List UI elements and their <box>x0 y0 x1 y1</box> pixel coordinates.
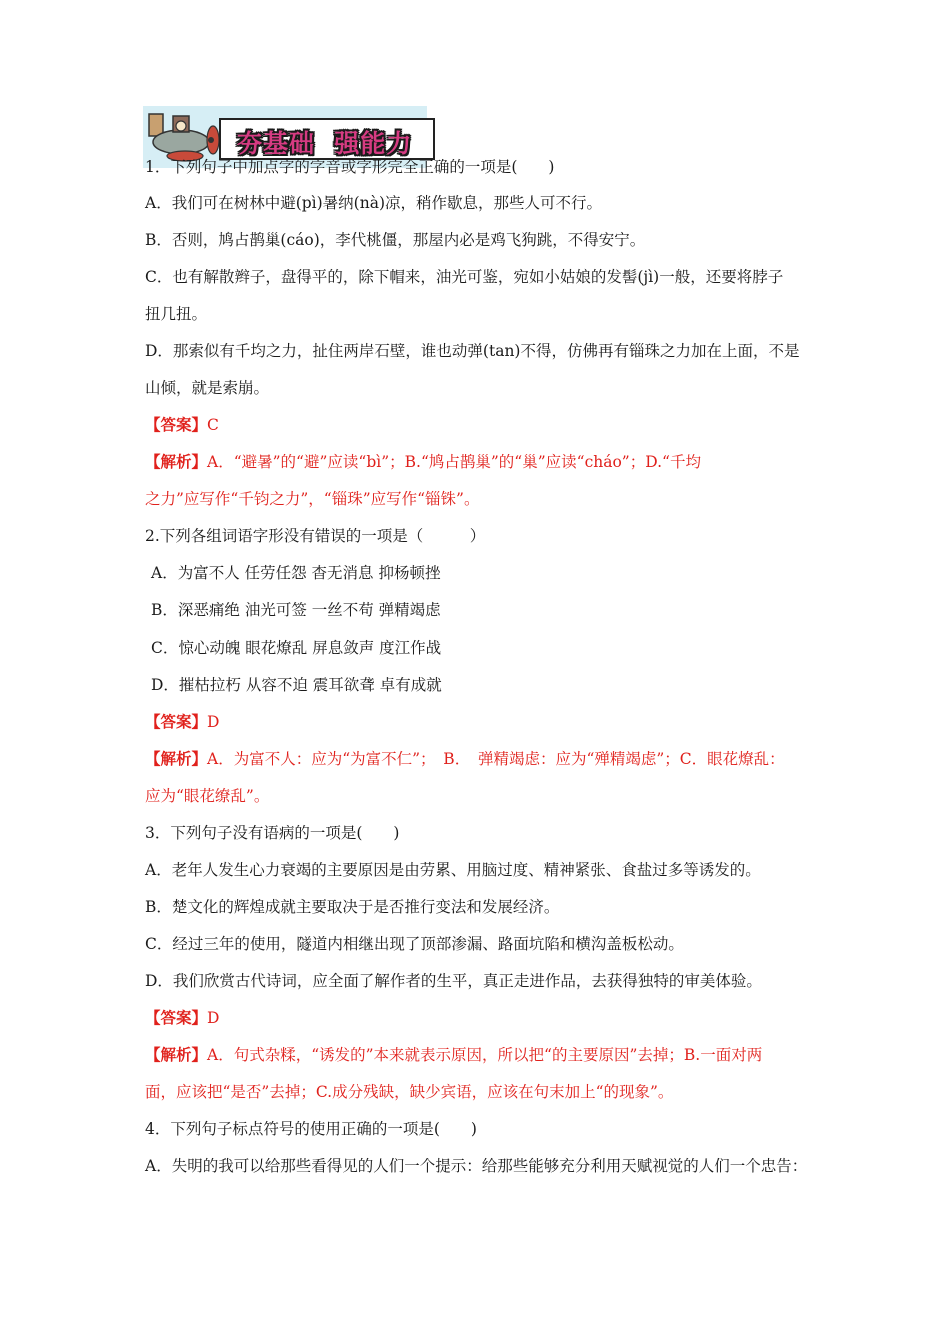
question-1-option-a: A．我们可在树林中避(pì)暑纳(nà)凉，稍作歇息，那些人可不行。 <box>145 194 602 212</box>
question-3-option-d: D．我们欣赏古代诗词，应全面了解作者的生平，真正走进作品，去获得独特的审美体验。 <box>145 972 762 990</box>
answer-tag: 【答案】 <box>145 712 208 731</box>
question-3-stem: 3．下列句子没有语病的一项是( ) <box>145 824 400 842</box>
question-1-answer <box>145 415 850 435</box>
answer-tag: 【答案】 <box>145 1008 208 1027</box>
answer-value: D <box>207 713 220 731</box>
answer-value: C <box>207 416 219 434</box>
question-1-option-b: B．否则，鸠占鹊巢(cáo)，李代桃僵，那屋内必是鸡飞狗跳，不得安宁。 <box>145 231 646 249</box>
question-2-stem: 2.下列各组词语字形没有错误的一项是（ ） <box>145 527 486 545</box>
answer-tag: 【答案】 <box>145 415 208 434</box>
analysis-tag: 【解析】 <box>145 452 208 471</box>
analysis-text: A．句式杂糅，“诱发的”本来就表示原因，所以把“的主要原因”去掉；B.一面对两 <box>207 1046 763 1064</box>
question-1-option-c: C．也有解散辫子，盘得平的，除下帽来，油光可鉴，宛如小姑娘的发髻(jì)一般，还要将脖子 <box>145 268 784 286</box>
question-4-option-a: A．失明的我可以给那些看得见的人们一个提示：给那些能够充分利用天赋视觉的人们一个忠告： <box>145 1157 808 1175</box>
question-2-option-d: D．摧枯拉朽 从容不迫 震耳欲聋 卓有成就 <box>151 676 442 694</box>
question-2-analysis-cont: 应为“眼花缭乱”。 <box>145 787 270 805</box>
question-1-stem: 1．下列句子中加点字的字音或字形完全正确的一项是( ) <box>145 158 555 176</box>
question-3-analysis-cont: 面，应该把“是否”去掉；C.成分残缺，缺少宾语，应该在句末加上“的现象”。 <box>145 1083 674 1101</box>
answer-value: D <box>207 1009 220 1027</box>
question-1-option-d: D．那索似有千均之力，扯住两岸石壁，谁也动弹(tan)不得，仿佛再有锱珠之力加在上面，不是 <box>145 342 800 360</box>
question-3-option-c: C．经过三年的使用，隧道内相继出现了顶部渗漏、路面坑陷和横沟盖板松动。 <box>145 935 684 953</box>
question-3-answer <box>145 1008 850 1028</box>
analysis-text: A．为富不人：应为“为富不仁”； B． 弹精竭虑：应为“殚精竭虑”；C．眼花燎乱： <box>207 750 785 768</box>
question-2-option-a: A．为富不人 任劳任怨 杳无消息 抑杨顿挫 <box>151 564 441 582</box>
analysis-tag: 【解析】 <box>145 1045 208 1064</box>
question-1-analysis-cont: 之力”应写作“千钧之力”，“锱珠”应写作“锱铢”。 <box>145 490 480 508</box>
banner-title: 夯基础 强能力 <box>237 129 413 158</box>
question-2-option-c: C．惊心动魄 眼花燎乱 屏息敛声 度江作战 <box>151 639 442 657</box>
question-2-answer <box>145 712 850 732</box>
question-2-analysis <box>145 749 850 769</box>
question-1-option-d-cont: 山倾，就是索崩。 <box>145 379 270 397</box>
question-2-option-b: B．深恶痛绝 油光可签 一丝不苟 弹精竭虑 <box>151 601 441 619</box>
analysis-text: A．“避暑”的“避”应读“bì”；B.“鸠占鹊巢”的“巢”应读“cháo”；D.“千均 <box>207 453 701 471</box>
question-4-stem: 4．下列句子标点符号的使用正确的一项是( ) <box>145 1120 477 1138</box>
question-1-option-c-cont: 扭几扭。 <box>145 305 208 323</box>
question-3-option-a: A．老年人发生心力衰竭的主要原因是由劳累、用脑过度、精神紧张、食盐过多等诱发的。 <box>145 861 761 879</box>
question-3-option-b: B．楚文化的辉煌成就主要取决于是否推行变法和发展经济。 <box>145 898 560 916</box>
question-3-analysis <box>145 1045 850 1065</box>
question-1-analysis <box>145 452 850 472</box>
analysis-tag: 【解析】 <box>145 749 208 768</box>
